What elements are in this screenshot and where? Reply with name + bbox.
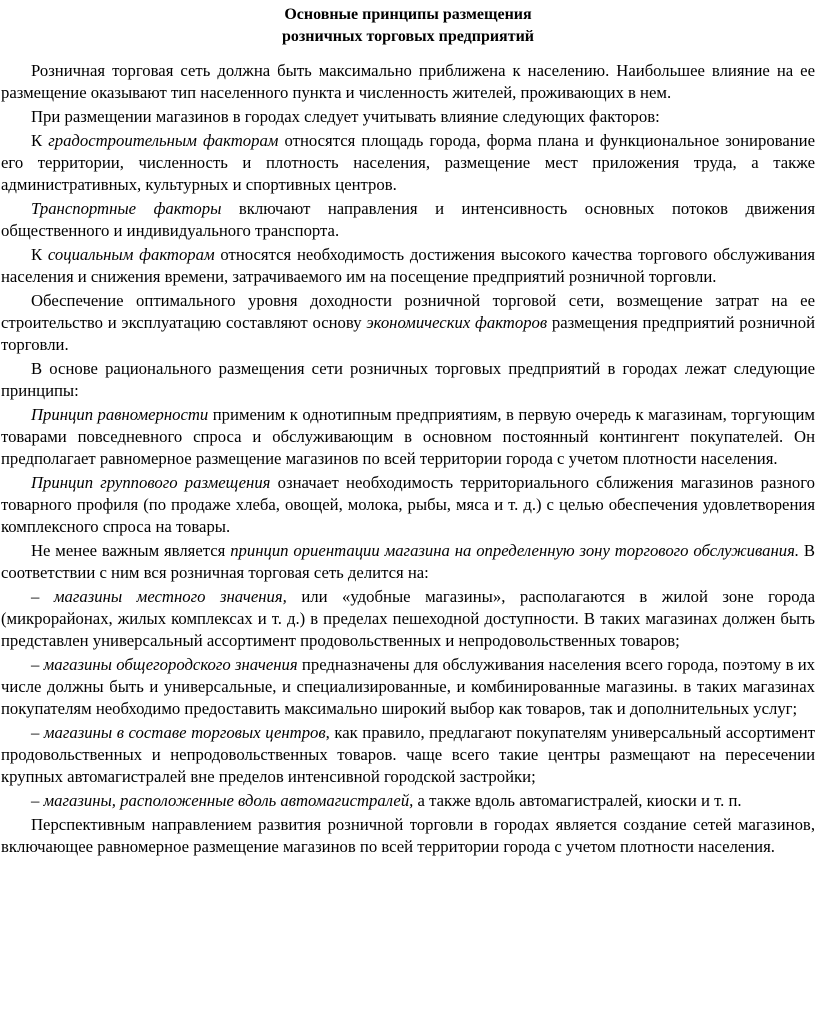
list-item-shopping-center-stores: [1, 722, 815, 788]
local-term: магазины местного значения,: [53, 587, 287, 606]
document-title: [0, 4, 816, 48]
document-body: [1, 60, 815, 860]
uniformity-term: Принцип равномерности: [31, 405, 209, 424]
citywide-text: предназначены для обслуживания населения всего города, поэтому в их числе должны быть и универсальные, и специализированные, и комбинированные магазины. в таких магазинах покупателям необходимо предоставить максимально широкий выбор как товаров, так и дополнительных услуг;: [1, 655, 816, 718]
transport-term: Транспортные факторы: [31, 199, 222, 218]
group-text: означает необходимость территориального сближения магазинов разного товарного профиля (по продаже хлеба, овощей, молока, рыбы, мяса и т. д.) с целью обеспечения удовлетворения комплексного спроса на товары.: [1, 473, 816, 536]
urban-text: относятся площадь города, форма плана и функциональное зонирование его территории, численность и плотность населения, размещение мест приложения труда, а также административных, культурных и спортивных центров.: [1, 131, 815, 194]
urban-prefix: К: [31, 131, 49, 150]
local-prefix: –: [31, 587, 54, 606]
highways-text: а также вдоль автомагистралей, киоски и т. п.: [413, 791, 742, 810]
list-item-citywide-stores: [1, 654, 815, 720]
citywide-prefix: –: [31, 655, 44, 674]
social-text: относятся необходимость достижения высокого качества торгового обслуживания населения и снижения времени, затрачиваемого им на посещение предприятий розничной торговли.: [1, 245, 816, 286]
urban-term: градостроительным факторам: [48, 131, 279, 150]
economic-text: размещения предприятий розничной торговли.: [1, 313, 815, 354]
paragraph-principles-intro: В основе рационального размещения сети розничных торговых предприятий в городах лежат следующие принципы:: [1, 359, 815, 400]
transport-text: включают направления и интенсивность основных потоков движения общественного и индивидуального транспорта.: [1, 199, 815, 240]
social-term: социальным факторам: [47, 245, 215, 264]
centers-text: , как правило, предлагают покупателям универсальный ассортимент продовольственных и непродовольственных товаров. чаще всего такие центры размещают на пересечении крупных автомагистралей вне пределов интенсивной городской застройки;: [1, 723, 815, 786]
orientation-text: В соответствии с ним вся розничная торговая сеть делится на:: [1, 541, 815, 582]
paragraph-economic-factors: [1, 290, 815, 356]
economic-prefix: Обеспечение оптимального уровня доходности розничной торговой сети, возмещение затрат на ее строительство и эксплуатацию составляют основу: [1, 291, 815, 332]
paragraph-group-principle: [1, 472, 815, 538]
list-item-local-stores: [1, 586, 815, 652]
uniformity-text: применим к однотипным предприятиям, в первую очередь к магазинам, торгующим товарами повседневного спроса и обслуживающим в основном постоянный контингент покупателей. Он предполагает равномерное размещение магазинов по всей территории города с учетом плотности населения.: [1, 405, 815, 468]
highways-prefix: –: [31, 791, 44, 810]
paragraph-conclusion: Перспективным направлением развития розничной торговли в городах является создание сетей магазинов, включающее равномерное размещение магазинов по всей территории города с учетом плотности населения.: [1, 815, 815, 856]
social-prefix: К: [31, 245, 48, 264]
orientation-term: принцип ориентации магазина на определенную зону торгового обслуживания.: [230, 541, 800, 560]
paragraph-social-factors: [1, 244, 815, 288]
citywide-term: магазины общегородского значения: [43, 655, 298, 674]
paragraph-urban-factors: [1, 130, 815, 196]
paragraph-uniformity-principle: [1, 404, 815, 470]
economic-term: экономических факторов: [366, 313, 548, 332]
list-item-highway-stores: [1, 790, 815, 812]
paragraph-intro: Розничная торговая сеть должна быть максимально приближена к населению. Наибольшее влияние на ее размещение оказывают тип населенного пункта и численность жителей, проживающих в нем.: [1, 61, 815, 102]
highways-term: магазины, расположенные вдоль автомагистралей,: [43, 791, 414, 810]
paragraph-factors-intro: При размещении магазинов в городах следует учитывать влияние следующих факторов:: [31, 107, 660, 126]
title-line-2: розничных торговых предприятий: [281, 28, 535, 45]
local-text: или «удобные магазины», располагаются в жилой зоне города (микрорайонах, жилых комплексах и т. д.) в пределах пешеходной доступности. В таких магазинах должен быть представлен универсальный ассортимент продовольственных и непродовольственных товаров;: [1, 587, 816, 650]
centers-term: магазины в составе торговых центров: [43, 723, 326, 742]
centers-prefix: –: [31, 723, 44, 742]
paragraph-orientation-principle: [1, 540, 815, 584]
paragraph-transport-factors: [1, 198, 815, 242]
title-line-1: Основные принципы размещения: [284, 6, 532, 23]
group-term: Принцип группового размещения: [31, 473, 271, 492]
orientation-prefix: Не менее важным является: [31, 541, 231, 560]
